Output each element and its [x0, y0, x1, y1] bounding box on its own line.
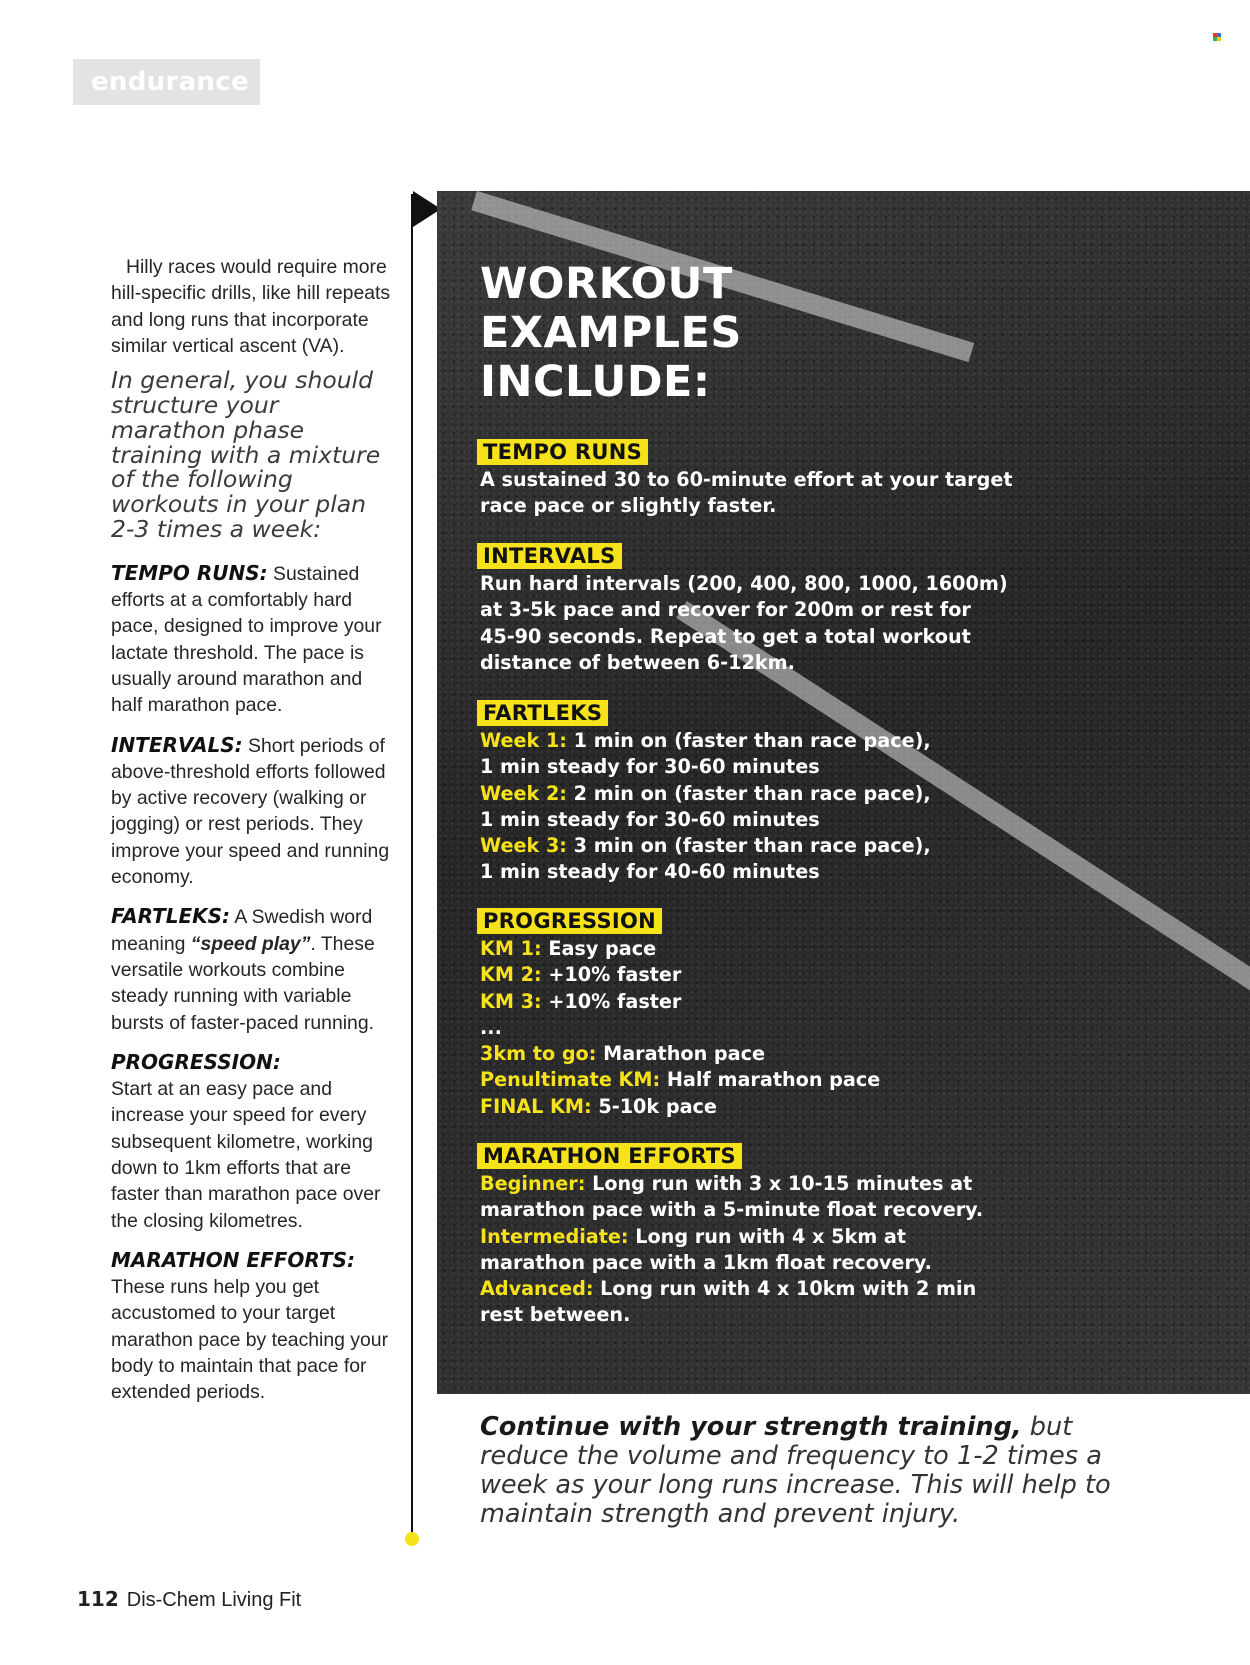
left-column	[111, 254, 391, 1406]
workout-line	[480, 1171, 980, 1197]
workout-line	[480, 1094, 980, 1120]
definition-marathon-term	[111, 1247, 391, 1274]
definition-progression-term	[111, 1049, 391, 1076]
workout-line: race pace or slightly faster.	[480, 494, 777, 518]
workout-heading: MARATHON EFFORTS	[477, 1143, 742, 1169]
week-label: Week 1:	[480, 729, 567, 752]
definition-progression-text: Start at an easy pace and increase your speed for every subsequent kilometre, working down to 1km efforts that are faster than marathon pace over the closing kilometres.	[111, 1078, 381, 1232]
km-label: FINAL KM:	[480, 1094, 592, 1118]
definition-term: MARATHON EFFORTS:	[111, 1247, 355, 1272]
workout-line	[480, 989, 980, 1015]
level-text: Long run with 3 x 10-15 minutes at	[585, 1172, 973, 1195]
workout-line	[480, 1067, 980, 1093]
closing-text: but reduce the volume and frequency to 1-2 times a week as your long runs increase. This will help to maintain strength and prevent injury.	[480, 1412, 1111, 1529]
workout-line	[480, 1276, 980, 1302]
workout-line: rest between.	[480, 1303, 631, 1327]
workout-line: marathon pace with a 5-minute float recovery.	[480, 1198, 984, 1222]
workout-progression	[480, 908, 980, 1120]
definition-tempo	[111, 560, 391, 719]
workout-heading: FARTLEKS	[477, 700, 608, 726]
definition-marathon-text: These runs help you get accustomed to your target marathon pace by teaching your body to maintain that pace for extended periods.	[111, 1276, 389, 1404]
km-text: 5-10k pace	[591, 1094, 717, 1118]
timeline-line	[411, 194, 413, 1540]
definition-term: INTERVALS:	[111, 732, 243, 757]
workout-line: distance of between 6-12km.	[480, 650, 795, 674]
km-label: KM 2:	[480, 963, 542, 987]
definition-emphasis: “speed play”	[190, 932, 311, 955]
km-text: +10% faster	[541, 989, 682, 1013]
level-label: Advanced:	[480, 1277, 594, 1301]
intro-paragraph: Hilly races would require more hill-specific drills, like hill repeats and long runs that incorporate similar vertical ascent (VA).	[111, 256, 391, 357]
week-text: 2 min on (faster than race pace),	[566, 781, 931, 805]
definition-term: TEMPO RUNS:	[111, 560, 268, 585]
workout-line	[480, 1224, 980, 1250]
level-label: Beginner:	[480, 1172, 586, 1195]
definition-text: A Swedish word meaning	[111, 906, 373, 955]
definition-text: Short periods of above-threshold efforts followed by active recovery (walking or jogging) or rest periods. They improve your speed and running economy.	[111, 734, 390, 889]
closing-bold: Continue with your strength training,	[480, 1412, 1022, 1442]
workout-line	[480, 833, 980, 859]
workout-line	[480, 962, 980, 988]
workout-line: at 3-5k pace and recover for 200m or rest for	[480, 598, 971, 622]
workout-heading: INTERVALS	[477, 543, 622, 569]
km-text: Easy pace	[541, 937, 657, 960]
km-text: Half marathon pace	[660, 1068, 881, 1092]
workout-title	[480, 260, 742, 407]
workout-line	[480, 936, 980, 962]
workout-marathon	[480, 1143, 984, 1329]
closing-paragraph	[480, 1413, 1120, 1529]
week-text: 3 min on (faster than race pace),	[566, 834, 931, 858]
workout-line: Run hard intervals (200, 400, 800, 1000, 1600m)	[480, 572, 1008, 595]
km-text: Marathon pace	[596, 1042, 765, 1066]
workout-heading: TEMPO RUNS	[477, 439, 648, 465]
km-label: Penultimate KM:	[480, 1068, 661, 1092]
title-line: EXAMPLES	[480, 308, 742, 358]
workout-line: 1 min steady for 30-60 minutes	[480, 755, 820, 779]
title-line: INCLUDE:	[480, 357, 711, 407]
week-label: Week 3:	[480, 834, 567, 858]
page-footer	[77, 1587, 301, 1612]
page-number: 112	[77, 1587, 119, 1611]
workout-line	[480, 1041, 980, 1067]
km-label: KM 3:	[480, 989, 542, 1013]
workout-line: 1 min steady for 30-60 minutes	[480, 807, 820, 831]
section-tag: endurance	[73, 59, 260, 105]
definition-term: FARTLEKS:	[111, 904, 231, 929]
workout-line: marathon pace with a 1km float recovery.	[480, 1250, 932, 1274]
workout-line: 45-90 seconds. Repeat to get a total workout	[480, 624, 971, 648]
workout-fartleks	[480, 700, 980, 886]
title-line: WORKOUT	[480, 259, 733, 309]
week-label: Week 2:	[480, 781, 567, 805]
definition-text: . These versatile workouts combine steady running with variable bursts of faster-paced running.	[111, 932, 375, 1034]
km-text: +10% faster	[541, 963, 682, 987]
workout-tempo	[480, 439, 1013, 520]
definition-term: PROGRESSION:	[111, 1049, 281, 1074]
workout-line: ...	[480, 1015, 502, 1039]
workout-line: 1 min steady for 40-60 minutes	[480, 860, 820, 884]
level-text: Long run with 4 x 10km with 2 min	[593, 1277, 977, 1301]
corner-color-mark	[1213, 33, 1221, 41]
workout-heading: PROGRESSION	[477, 908, 662, 934]
definition-fartleks	[111, 903, 391, 1035]
timeline-end-dot	[405, 1532, 419, 1546]
workout-line	[480, 728, 980, 754]
week-text: 1 min on (faster than race pace),	[566, 729, 931, 752]
definition-intervals	[111, 732, 391, 891]
definition-text: Sustained efforts at a comfortably hard pace, designed to improve your lactate threshold. The pace is usually around marathon and half marathon pace.	[111, 562, 382, 717]
workout-intervals	[480, 543, 1008, 676]
km-label: KM 1:	[480, 937, 542, 960]
level-label: Intermediate:	[480, 1224, 629, 1248]
pull-quote: In general, you should structure your marathon phase training with a mixture of the following workouts in your plan 2-3 times a week:	[111, 366, 381, 543]
workout-line	[480, 781, 980, 807]
publication-name: Dis-Chem Living Fit	[126, 1589, 302, 1611]
km-label: 3km to go:	[480, 1042, 597, 1066]
workout-line: A sustained 30 to 60-minute effort at your target	[480, 468, 1013, 491]
level-text: Long run with 4 x 5km at	[628, 1224, 907, 1248]
